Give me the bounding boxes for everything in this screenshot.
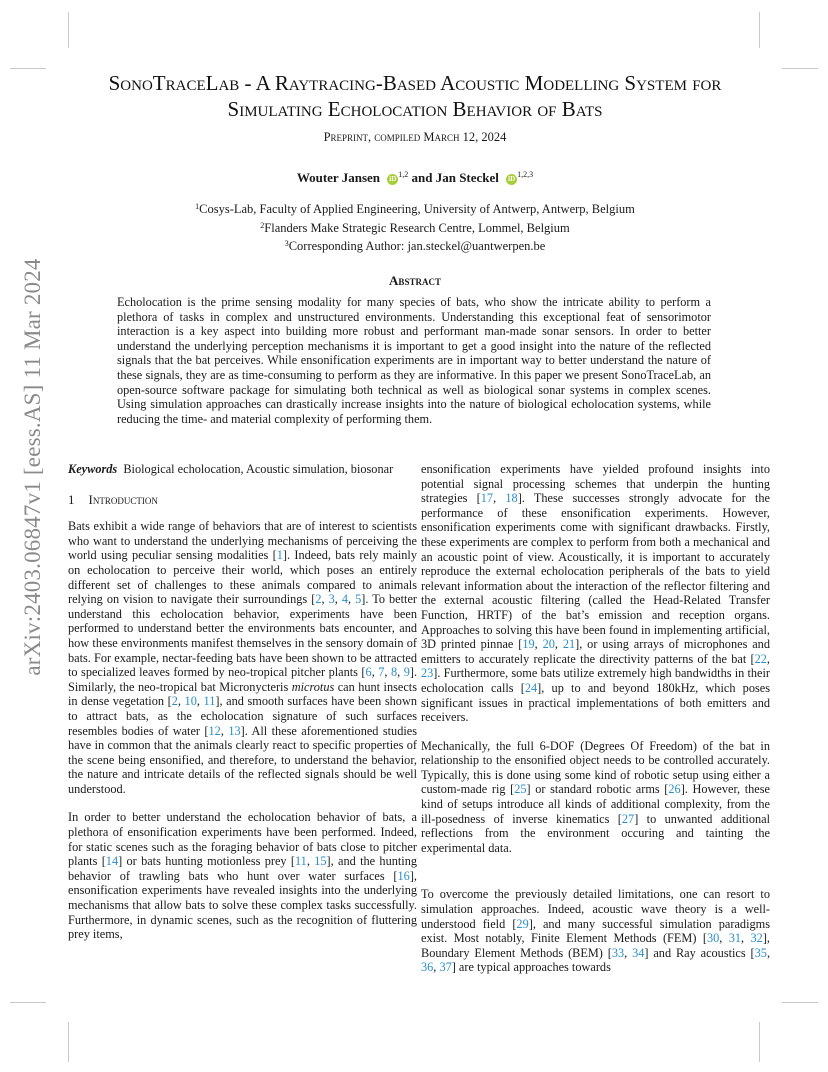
citation-link[interactable]: 30 xyxy=(706,931,720,946)
citation-link[interactable]: 12 xyxy=(208,723,221,738)
crop-mark xyxy=(68,1022,69,1062)
left-body xyxy=(68,519,417,942)
affiliation xyxy=(60,236,770,255)
text-run: ]. Indeed, bats rely mainly on echolocation to perceive their world, which poses an entirely different set of challenges to these animals compared to animals relying on vision to navigate their surroundings [ xyxy=(68,548,417,607)
body-paragraph xyxy=(68,519,417,796)
text-run: ]. All these aforementioned studies have in common that the animals clearly react to specific properties of the scene being ensonified, and therefore, to understand the behavior, the nature and intricate details of the reflected signals should be well understood. xyxy=(68,723,418,796)
citation-link[interactable]: 34 xyxy=(632,945,645,960)
crop-mark xyxy=(759,12,760,48)
right-column xyxy=(421,462,770,989)
text-run: To overcome the previously detailed limitations, one can resort to simulation approaches. Indeed, acoustic wave theory is a well-understood field [ xyxy=(421,887,770,931)
left-column xyxy=(68,462,417,956)
crop-mark xyxy=(10,1002,46,1003)
body-paragraph xyxy=(421,739,770,856)
crop-mark xyxy=(759,1022,760,1062)
text-run: ] and Ray acoustics [ xyxy=(644,945,755,960)
affiliation-text: Corresponding Author: jan.steckel@uantwerpen.be xyxy=(288,239,546,253)
affiliation xyxy=(60,199,770,218)
text-run: ], Boundary Element Methods (BEM) [ xyxy=(421,931,770,960)
text-run: , xyxy=(371,665,379,680)
arxiv-identifier xyxy=(18,258,48,676)
citation-link[interactable]: 20 xyxy=(542,637,555,652)
abstract-heading: Abstract xyxy=(389,273,441,288)
citation-link[interactable]: 17 xyxy=(480,491,494,506)
citation-link[interactable]: 21 xyxy=(562,637,576,652)
citation-link[interactable]: 11 xyxy=(294,854,307,869)
citation-link[interactable]: 25 xyxy=(514,782,527,797)
text-run: , xyxy=(493,491,506,506)
text-run: , xyxy=(347,592,356,607)
orcid-icon[interactable]: iD xyxy=(508,175,516,183)
author-name: Jan Steckel xyxy=(435,170,499,185)
text-run: , xyxy=(177,694,185,709)
crop-mark xyxy=(10,68,46,69)
author-list xyxy=(60,170,770,186)
citation-link[interactable]: 24 xyxy=(524,680,538,695)
text-run: ], and smooth surfaces have been shown to attract bats, as the echolocation signature of such surfaces resembles bodies of water [ xyxy=(68,694,417,738)
author-affil: 1,2,3 xyxy=(517,170,534,179)
citation-link[interactable]: 4 xyxy=(341,592,348,607)
citation-link[interactable]: 2 xyxy=(315,592,322,607)
section-title: Introduction xyxy=(88,491,158,507)
text-run: In order to better understand the echolocation behavior of bats, a plethora of ensonification experiments have been performed. Indeed, for static scenes such as the foraging behavior of bats close to pitcher plants [ xyxy=(68,810,417,869)
citation-link[interactable]: 7 xyxy=(378,665,385,680)
section-heading xyxy=(68,493,417,508)
text-run: , xyxy=(334,592,342,607)
arxiv-identifier-text: arXiv:2403.06847v1 [eess.AS] 11 Mar 2024 xyxy=(20,258,45,676)
text-run: , xyxy=(321,592,329,607)
citation-link[interactable]: 22 xyxy=(754,651,767,666)
text-run: ]. Similarly, the neo-tropical bat Micronycteris xyxy=(68,665,418,694)
affiliation-list xyxy=(60,199,770,255)
citation-link[interactable]: 33 xyxy=(611,945,625,960)
text-run: ] or bats hunting motionless prey [ xyxy=(118,854,295,869)
citation-link[interactable]: 23 xyxy=(421,666,434,681)
text-run: ], up to and beyond 180kHz, which poses significant issues in practical implementations of both emitters and receivers. xyxy=(421,680,770,725)
citation-link[interactable]: 16 xyxy=(397,868,410,883)
text-run: , xyxy=(554,637,563,652)
body-paragraph xyxy=(68,810,417,941)
author-affil: 1,2 xyxy=(398,170,409,179)
affiliation-text: Flanders Make Strategic Research Centre, Lommel, Belgium xyxy=(264,220,570,235)
text-run: ], and many successful simulation paradigms exist. Most notably, Finite Element Methods (FEM) [ xyxy=(421,916,770,946)
citation-link[interactable]: 8 xyxy=(390,665,398,680)
text-run: ]. These successes strongly advocate for the performance of these ensonification experiments. However, ensonification experiments come with significant drawbacks. Firstly, these experiments are complex to perform from both a mechanical and an acoustic point of view. Acoustically, it is important to accurately reproduce the external echolocation peripherals of the bats to yield relevant information about the interaction of the reflector filtering and the external acoustic filtering (called the Head-Related Transfer Function, HRTF) of the bat’s emission and reception organs. Approaches to solving this have been found in implementing artificial, 3D printed pinnae [ xyxy=(421,491,770,652)
keywords-label: Keywords xyxy=(68,462,118,476)
citation-link[interactable]: 11 xyxy=(203,694,216,709)
italic-text: microtus xyxy=(291,679,335,694)
text-run: ensonification experiments have yielded profound insights into potential signal processing schemes that underpin the hunting strategies [ xyxy=(421,462,770,506)
citation-link[interactable]: 35 xyxy=(754,945,767,960)
text-run: , xyxy=(306,854,315,869)
text-run: ] or standard robotic arms [ xyxy=(526,782,669,797)
citation-link[interactable]: 15 xyxy=(314,854,327,869)
orcid-icon[interactable]: iD xyxy=(389,175,397,183)
affiliation xyxy=(60,218,770,237)
citation-link[interactable]: 32 xyxy=(750,931,763,946)
keywords xyxy=(68,462,417,477)
affiliation-number: 2 xyxy=(260,220,265,230)
keywords-text: Biological echolocation, Acoustic simulation, biosonar xyxy=(123,462,394,476)
text-run: , xyxy=(534,637,543,652)
text-run: ], and the hunting behavior of trawling bats who hunt over water surfaces [ xyxy=(68,854,417,883)
citation-link[interactable]: 3 xyxy=(328,592,335,607)
citation-link[interactable]: 27 xyxy=(621,811,635,826)
text-run: , xyxy=(766,945,771,960)
text-run: ] to unwanted additional reflections from the environment occuring and tainting the experimental data. xyxy=(421,811,770,855)
text-run: Mechanically, the full 6-DOF (Degrees Of Freedom) of the bat in relationship to the ensonified object needs to be controlled accurately. Typically, this is done using some kind of robotic setup using either a custom-made rig [ xyxy=(421,738,770,797)
text-run: , xyxy=(433,960,440,975)
citation-link[interactable]: 9 xyxy=(403,665,410,680)
citation-link[interactable]: 1 xyxy=(276,548,283,563)
crop-mark xyxy=(68,12,69,48)
text-run: , xyxy=(196,694,204,709)
citation-link[interactable]: 5 xyxy=(355,592,362,607)
text-run: , xyxy=(766,651,770,666)
text-run: , xyxy=(220,723,229,738)
body-paragraph xyxy=(421,887,770,975)
paper-title: SonoTraceLab - A Raytracing-Based Acoustic Modelling System for Simulating Echolocation Behavior of Bats xyxy=(108,71,722,121)
citation-link[interactable]: 37 xyxy=(439,960,452,975)
citation-link[interactable]: 36 xyxy=(421,960,434,975)
citation-link[interactable]: 18 xyxy=(505,491,518,506)
preprint-date: Preprint, compiled March 12, 2024 xyxy=(323,130,507,144)
text-run: ], ensonification experiments have revealed insights into the underlying mechanisms that allow bats to solve these complex tasks successfully. Furthermore, in dynamic scenes, such as the recognition of fluttering prey items, xyxy=(68,868,417,942)
affiliation-text: Cosys-Lab, Faculty of Applied Engineering, University of Antwerp, Antwerp, Belgium xyxy=(199,202,635,216)
citation-link[interactable]: 10 xyxy=(184,694,197,709)
text-run: , xyxy=(719,931,729,946)
affiliation-number: 1 xyxy=(195,202,200,211)
text-run: ]. Furthermore, some bats utilize extremely high bandwidths in their echolocation calls [ xyxy=(421,666,770,695)
text-run: ] are typical approaches towards xyxy=(451,960,611,975)
text-run: Bats exhibit a wide range of behaviors that are of interest to scientists who want to understand the underlying mechanisms of perceiving the world using peculiar sensing modalities [ xyxy=(68,519,417,563)
abstract-body: Echolocation is the prime sensing modality for many species of bats, who show the intricate ability to perform a plethora of tasks in complex and unstructured environments. Understanding this exceptional feat of sensorimotor interaction is a key aspect into building more robust and performant man-made sonar sensors. In order to better understand the underlying perception mechanisms it is important to get a good insight into the nature of the reflected signals that the bat perceives. While ensonification experiments are in important way to better understand the nature of these signals, they are as time-consuming to perform as they are informative. In this paper we present SonoTraceLab, an open-source software package for simulating both technical as well as biological sonar systems in complex scenes. Using simulation approaches can drastically increase insights into the nature of biological echolocation systems, while reducing the time- and material complexity of performing them. xyxy=(117,295,711,426)
citation-link[interactable]: 19 xyxy=(522,637,535,652)
citation-link[interactable]: 2 xyxy=(171,694,178,709)
crop-mark xyxy=(782,68,818,69)
citation-link[interactable]: 6 xyxy=(365,665,372,680)
text-run: ]. However, these kind of setups introduce all kinds of additional complexity, from the ill-posedness of inverse kinematics [ xyxy=(421,782,770,826)
citation-link[interactable]: 26 xyxy=(668,782,681,797)
body-paragraph xyxy=(421,462,770,725)
citation-link[interactable]: 29 xyxy=(516,916,529,931)
citation-link[interactable]: 13 xyxy=(228,723,241,738)
right-body xyxy=(421,462,770,975)
text-run: , xyxy=(384,665,391,680)
affiliation-number: 3 xyxy=(284,239,289,248)
citation-link[interactable]: 14 xyxy=(105,854,119,869)
section-number: 1 xyxy=(68,491,75,507)
text-run: , xyxy=(397,665,404,680)
text-run: can hunt insects in dense vegetation [ xyxy=(68,679,417,709)
text-run: , xyxy=(741,931,751,946)
and-word: and xyxy=(411,170,433,185)
text-run: ], or using arrays of microphones and emitters to accurately replicate the directivity patterns of the bat [ xyxy=(421,637,770,666)
citation-link[interactable]: 31 xyxy=(728,931,742,946)
author-name: Wouter Jansen xyxy=(296,170,380,185)
text-run: , xyxy=(624,945,633,960)
text-run: ]. To better understand this echolocation behavior, experiments have been performed to understand better the environments bats encounter, and how these environments manifest themselves in the sensory domain of bats. For example, nectar-feeding bats have been shown to be attracted to specialized leaves formed by neo-tropical pitcher plants [ xyxy=(68,592,417,680)
crop-mark xyxy=(782,1002,818,1003)
